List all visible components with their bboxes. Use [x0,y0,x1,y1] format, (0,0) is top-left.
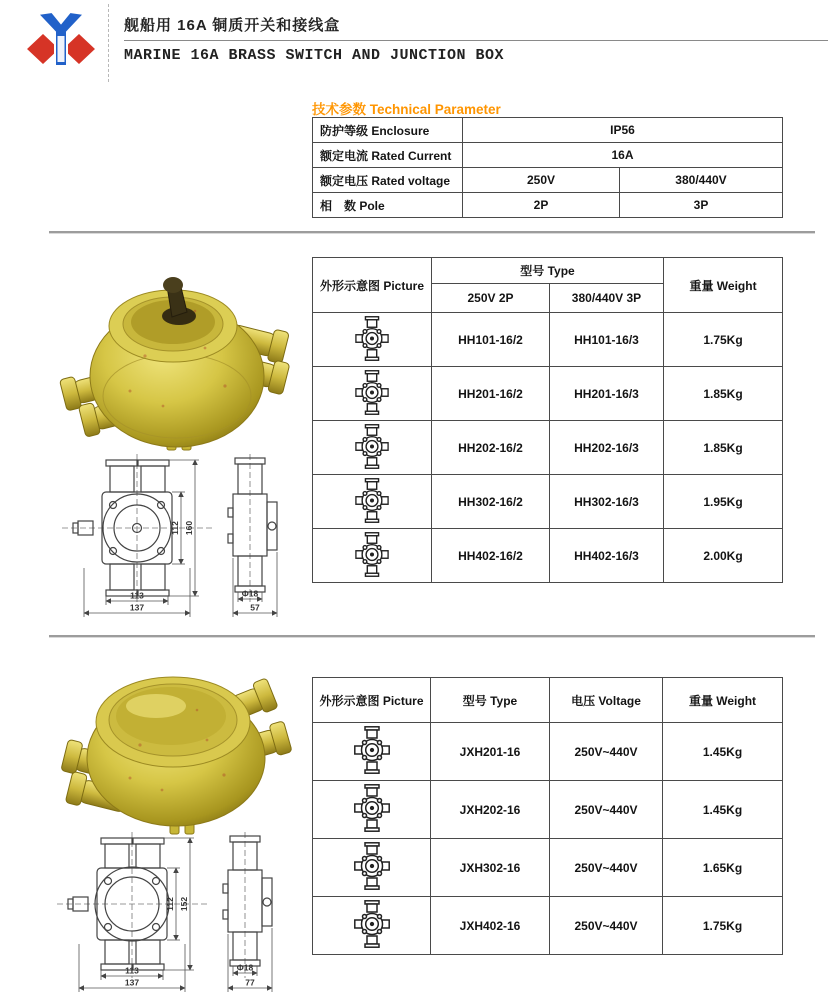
dim-height-inner: 112 [165,897,175,911]
table-row [313,781,783,839]
weight-value: 1.95Kg [664,475,783,529]
weight-value: 1.75Kg [664,313,783,367]
table-row [313,367,783,421]
junction-box-drawing-icon [354,900,390,948]
junction-box-drawing-icon [354,784,390,832]
model-2p: HH202-16/2 [432,421,550,475]
junction-box-drawing-icon [354,842,390,890]
centerlines [62,454,250,602]
col-header-250v-2p: 250V 2P [432,284,550,313]
table-header-row [313,258,783,284]
weight-value: 2.00Kg [664,529,783,583]
section-separator [49,231,815,234]
dim-depth: 57 [250,602,260,613]
page-title-english: MARINE 16A BRASS SWITCH AND JUNCTION BOX [124,47,505,64]
switch-box-photo [55,256,297,456]
table-row [313,839,783,897]
table-row [313,723,783,781]
weight-value: 1.75Kg [663,897,783,955]
front-view [68,838,169,970]
rated-current-value: 16A [463,143,783,168]
pole-3p: 3P [620,193,783,218]
model-3p: HH101-16/3 [550,313,664,367]
table-header-row [313,678,783,723]
voltage-value: 250V~440V [550,781,663,839]
dim-width-outer: 137 [129,602,145,613]
model-3p: HH202-16/3 [550,421,664,475]
col-header-picture: 外形示意图 Picture [313,258,432,313]
junction-box-photo [52,650,300,842]
pole-2p: 2P [463,193,620,218]
voltage-value: 250V~440V [550,723,663,781]
tech-params-title: 技术参数 Technical Parameter [312,102,501,117]
col-header-voltage: 电压 Voltage [550,678,663,723]
col-header-type: 型号 Type [432,258,664,284]
model-2p: HH101-16/2 [432,313,550,367]
rated-voltage-3p: 380/440V [620,168,783,193]
table-row [313,118,783,143]
junction-box-drawing-icon [355,316,389,361]
table-row [313,421,783,475]
model-2p: HH201-16/2 [432,367,550,421]
round-lid [96,677,250,767]
switch-spec-table [312,257,783,583]
side-view [228,458,277,592]
col-header-type: 型号 Type [431,678,550,723]
table-row [313,168,783,193]
rated-voltage-2p: 250V [463,168,620,193]
rated-current-label: 额定电流 Rated Current [313,143,463,168]
side-view [223,836,272,966]
dim-port-diameter: Φ18 [236,962,254,973]
page-title-chinese: 舰船用 16A 铜质开关和接线盒 [124,17,341,34]
rated-voltage-label: 额定电压 Rated voltage [313,168,463,193]
dim-width-inner: 113 [130,590,144,601]
model: JXH202-16 [431,781,550,839]
enclosure-label: 防护等级 Enclosure [313,118,463,143]
tech-params-table [312,117,783,218]
model: JXH201-16 [431,723,550,781]
pole-label: 相 数 Pole [313,193,463,218]
model-2p: HH302-16/2 [432,475,550,529]
table-row [313,475,783,529]
dim-height-outer: 160 [184,520,194,536]
logo-divider [108,4,109,82]
col-header-weight: 重量 Weight [664,258,783,313]
dim-width-inner: 113 [125,965,139,976]
dim-depth: 77 [245,977,255,988]
weight-value: 1.65Kg [663,839,783,897]
table-row [313,897,783,955]
table-row [313,529,783,583]
voltage-value: 250V~440V [550,897,663,955]
model-2p: HH402-16/2 [432,529,550,583]
switch-dimension-drawing [32,450,304,628]
model-3p: HH302-16/3 [550,475,664,529]
dim-width-outer: 137 [124,977,140,988]
model-3p: HH201-16/3 [550,367,664,421]
weight-value: 1.45Kg [663,723,783,781]
table-row [313,143,783,168]
weight-value: 1.45Kg [663,781,783,839]
col-header-weight: 重量 Weight [663,678,783,723]
model-3p: HH402-16/3 [550,529,664,583]
junction-box-drawing-icon [354,726,390,774]
table-row [313,313,783,367]
junction-box-drawing-icon [355,478,389,523]
weight-value: 1.85Kg [664,421,783,475]
dim-height-outer: 152 [179,896,189,912]
model: JXH302-16 [431,839,550,897]
weight-value: 1.85Kg [664,367,783,421]
junction-box-drawing-icon [355,424,389,469]
company-logo [20,6,102,80]
enclosure-value: IP56 [463,118,783,143]
junction-box-drawing-icon [355,532,389,577]
voltage-value: 250V~440V [550,839,663,897]
col-header-picture: 外形示意图 Picture [313,678,431,723]
centerlines [57,832,245,978]
table-row [313,193,783,218]
junction-box-drawing-icon [355,370,389,415]
junction-spec-table [312,677,783,955]
dim-port-diameter: Φ18 [241,588,259,599]
dim-height-inner: 112 [170,521,180,535]
logo-y-stem-window [58,36,65,62]
junction-dimension-drawing [22,828,304,1003]
title-rule [124,40,828,41]
model: JXH402-16 [431,897,550,955]
section-separator [49,635,815,638]
col-header-380v-3p: 380/440V 3P [550,284,664,313]
